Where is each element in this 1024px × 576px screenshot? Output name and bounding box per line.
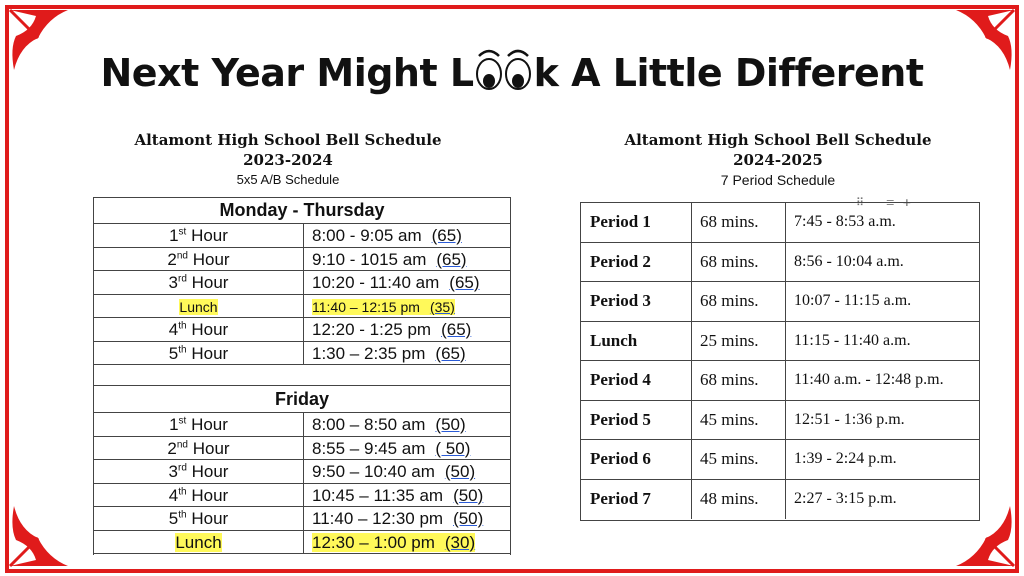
- right-header-school: Altamont High School Bell Schedule: [624, 131, 932, 149]
- minutes-cell: [692, 440, 786, 479]
- time-range: 8:55 – 9:45 am: [312, 438, 426, 458]
- time-cell: [786, 490, 979, 508]
- googly-eyes-icon: [475, 48, 533, 92]
- hour-label: Hour: [192, 438, 230, 458]
- time-cell: [786, 253, 979, 271]
- right-header-year: 2024-2025: [733, 151, 823, 169]
- minutes-cell: [692, 322, 786, 361]
- time-range: 8:00 – 8:50 am: [312, 415, 426, 434]
- hour-number: 3: [168, 273, 178, 292]
- schedule-2024-table: [580, 202, 980, 521]
- left-header-school: Altamont High School Bell Schedule: [134, 131, 442, 149]
- period-cell: [581, 401, 692, 440]
- add-icon[interactable]: +: [902, 196, 912, 209]
- hour-ordinal: th: [178, 485, 187, 497]
- table-row: [94, 507, 510, 531]
- table-row: [94, 224, 510, 248]
- time-cell: [304, 413, 510, 436]
- hour-ordinal: th: [178, 343, 187, 355]
- time-cell: [304, 531, 510, 554]
- hour-ordinal: th: [178, 320, 187, 332]
- table-row: [94, 342, 510, 366]
- hour-ordinal: st: [178, 226, 187, 238]
- table-row: [94, 248, 510, 272]
- hour-label: Hour: [191, 273, 229, 292]
- hour-number: 5: [168, 343, 179, 363]
- title-part-1: Next Year Might L: [100, 51, 474, 95]
- table-row: [94, 531, 510, 555]
- hour-ordinal: st: [178, 415, 187, 427]
- hour-label: Hour: [191, 415, 228, 434]
- period-cell-text: Period 3: [590, 291, 651, 311]
- time-cell: [304, 224, 510, 247]
- minutes-cell-text: 68 mins.: [700, 370, 759, 390]
- minutes-value: (50): [444, 462, 476, 481]
- hour-number: 1: [169, 226, 179, 245]
- schedule-2023-table: [93, 197, 511, 555]
- minutes-cell-text: 48 mins.: [700, 489, 759, 509]
- time-cell: [786, 371, 979, 389]
- time-cell: [786, 292, 979, 310]
- period-cell-text: Lunch: [590, 330, 638, 350]
- hour-cell: [94, 484, 304, 507]
- time-cell-text: 2:27 - 3:15 p.m.: [794, 490, 897, 508]
- time-cell: [304, 318, 510, 341]
- table-row: [94, 460, 510, 484]
- period-cell-text: Period 2: [590, 251, 651, 271]
- minutes-cell: [692, 401, 786, 440]
- hour-label: Lunch: [175, 532, 222, 552]
- hour-number: 4: [168, 320, 179, 339]
- hour-number: 5: [168, 509, 179, 528]
- table-row: [94, 437, 510, 461]
- hour-label: Hour: [191, 343, 229, 363]
- hour-ordinal: nd: [176, 249, 188, 261]
- hour-ordinal: rd: [177, 462, 187, 474]
- table-row: [581, 401, 979, 441]
- time-range: 11:40 – 12:15 pm: [312, 298, 420, 315]
- time-cell: [304, 295, 510, 318]
- period-cell-text: Period 4: [590, 370, 651, 390]
- hour-cell: [94, 437, 304, 460]
- time-cell-text: 1:39 - 2:24 p.m.: [794, 450, 897, 468]
- period-cell: [581, 480, 692, 520]
- drag-handle-icon[interactable]: ⠿: [856, 196, 865, 209]
- time-cell: [786, 450, 979, 468]
- time-cell-text: 12:51 - 1:36 p.m.: [794, 410, 905, 428]
- table-row: [94, 484, 510, 508]
- time-cell-text: 8:56 - 10:04 a.m.: [794, 252, 904, 270]
- time-cell-text: 10:07 - 11:15 a.m.: [794, 292, 912, 310]
- time-cell: [786, 213, 979, 231]
- minutes-cell-text: 68 mins.: [700, 251, 759, 271]
- table-row: [581, 203, 979, 243]
- time-cell: [304, 271, 510, 294]
- hour-number: 2: [167, 249, 177, 269]
- time-range: 10:20 - 11:40 am: [312, 273, 440, 292]
- time-cell: [304, 248, 510, 271]
- minutes-cell: [692, 203, 786, 242]
- period-cell-text: Period 7: [590, 489, 651, 509]
- time-range: 9:10 - 1015 am: [312, 249, 427, 269]
- left-header: [98, 130, 478, 190]
- period-cell: [581, 243, 692, 282]
- period-cell: [581, 440, 692, 479]
- period-cell-text: Period 6: [590, 449, 651, 469]
- hour-ordinal: rd: [177, 273, 187, 285]
- minutes-cell: [692, 282, 786, 321]
- hour-cell: [94, 271, 304, 294]
- time-cell: [304, 437, 510, 460]
- minutes-value: (30): [444, 532, 476, 552]
- time-range: 1:30 – 2:35 pm: [312, 343, 426, 363]
- hour-cell: [94, 342, 304, 365]
- table-row: [581, 361, 979, 401]
- table-row: [94, 271, 510, 295]
- period-cell: [581, 322, 692, 361]
- table-row: [94, 413, 510, 437]
- hour-label: Hour: [192, 249, 230, 269]
- minutes-value: (50): [453, 485, 484, 505]
- table-row: [94, 295, 510, 319]
- align-icon[interactable]: ≡: [885, 196, 895, 209]
- minutes-value: (65): [436, 249, 467, 269]
- minutes-cell-text: 68 mins.: [700, 291, 759, 311]
- minutes-value: (35): [429, 298, 455, 315]
- hour-label: Hour: [191, 485, 229, 505]
- hour-cell: [94, 531, 304, 554]
- time-cell-text: 11:15 - 11:40 a.m.: [794, 331, 911, 349]
- period-cell: [581, 203, 692, 242]
- hour-cell: [94, 224, 304, 247]
- hour-label: Hour: [191, 226, 228, 245]
- hour-number: 2: [167, 438, 177, 458]
- table-row: [581, 440, 979, 480]
- minutes-value: (50): [453, 509, 484, 528]
- right-header-type: 7 Period Schedule: [720, 172, 836, 188]
- time-range: 11:40 – 12:30 pm: [312, 509, 444, 528]
- time-range: 10:45 – 11:35 am: [312, 485, 444, 505]
- minutes-value: ( 50): [435, 438, 471, 458]
- table-row: [581, 480, 979, 520]
- period-cell-text: Period 5: [590, 409, 651, 429]
- title-part-2: k A Little Different: [533, 51, 924, 95]
- hour-label: Lunch: [179, 298, 218, 315]
- table-row: [581, 243, 979, 283]
- time-cell: [304, 342, 510, 365]
- minutes-value: (65): [431, 226, 462, 245]
- time-range: 9:50 – 10:40 am: [312, 462, 435, 481]
- corner-ornament-bottom-left: [8, 498, 78, 568]
- time-range: 12:30 – 1:00 pm: [312, 532, 435, 552]
- time-cell-text: 11:40 a.m. - 12:48 p.m.: [794, 371, 944, 389]
- time-cell: [786, 332, 979, 350]
- minutes-value: (65): [435, 343, 466, 363]
- period-cell: [581, 282, 692, 321]
- hour-label: Hour: [191, 509, 229, 528]
- friday-heading: Friday: [94, 386, 510, 413]
- period-cell-text: Period 1: [590, 212, 651, 232]
- hour-label: Hour: [191, 320, 229, 339]
- mon-thu-heading: Monday - Thursday: [94, 198, 510, 224]
- hour-number: 3: [168, 462, 178, 481]
- hour-ordinal: th: [178, 509, 187, 521]
- hour-cell: [94, 460, 304, 483]
- minutes-cell-text: 45 mins.: [700, 449, 759, 469]
- minutes-value: (65): [441, 320, 472, 339]
- time-cell: [304, 484, 510, 507]
- hour-number: 1: [169, 415, 179, 434]
- hour-cell: [94, 507, 304, 530]
- minutes-value: (50): [435, 415, 466, 434]
- hour-cell: [94, 318, 304, 341]
- table-row: [94, 318, 510, 342]
- time-range: 12:20 - 1:25 pm: [312, 320, 432, 339]
- table-row: [581, 282, 979, 322]
- hour-ordinal: nd: [176, 438, 188, 450]
- right-header: [588, 130, 968, 190]
- slide-title: [0, 48, 1024, 95]
- time-cell: [304, 460, 510, 483]
- minutes-cell-text: 45 mins.: [700, 409, 759, 429]
- period-cell: [581, 361, 692, 400]
- hour-number: 4: [168, 485, 179, 505]
- time-cell: [304, 507, 510, 530]
- time-cell-text: 7:45 - 8:53 a.m.: [794, 213, 896, 231]
- minutes-value: (65): [449, 273, 480, 292]
- minutes-cell-text: 25 mins.: [700, 330, 759, 350]
- left-header-type: 5x5 A/B Schedule: [236, 172, 340, 187]
- left-header-year: 2023-2024: [243, 151, 333, 169]
- blank-row: [94, 365, 510, 386]
- hour-label: Hour: [191, 462, 229, 481]
- hour-cell: [94, 295, 304, 318]
- minutes-cell: [692, 480, 786, 520]
- hour-cell: [94, 413, 304, 436]
- minutes-cell: [692, 243, 786, 282]
- minutes-cell: [692, 361, 786, 400]
- minutes-cell-text: 68 mins.: [700, 212, 759, 232]
- time-range: 8:00 - 9:05 am: [312, 226, 422, 245]
- time-cell: [786, 411, 979, 429]
- table-row: [581, 322, 979, 362]
- hour-cell: [94, 248, 304, 271]
